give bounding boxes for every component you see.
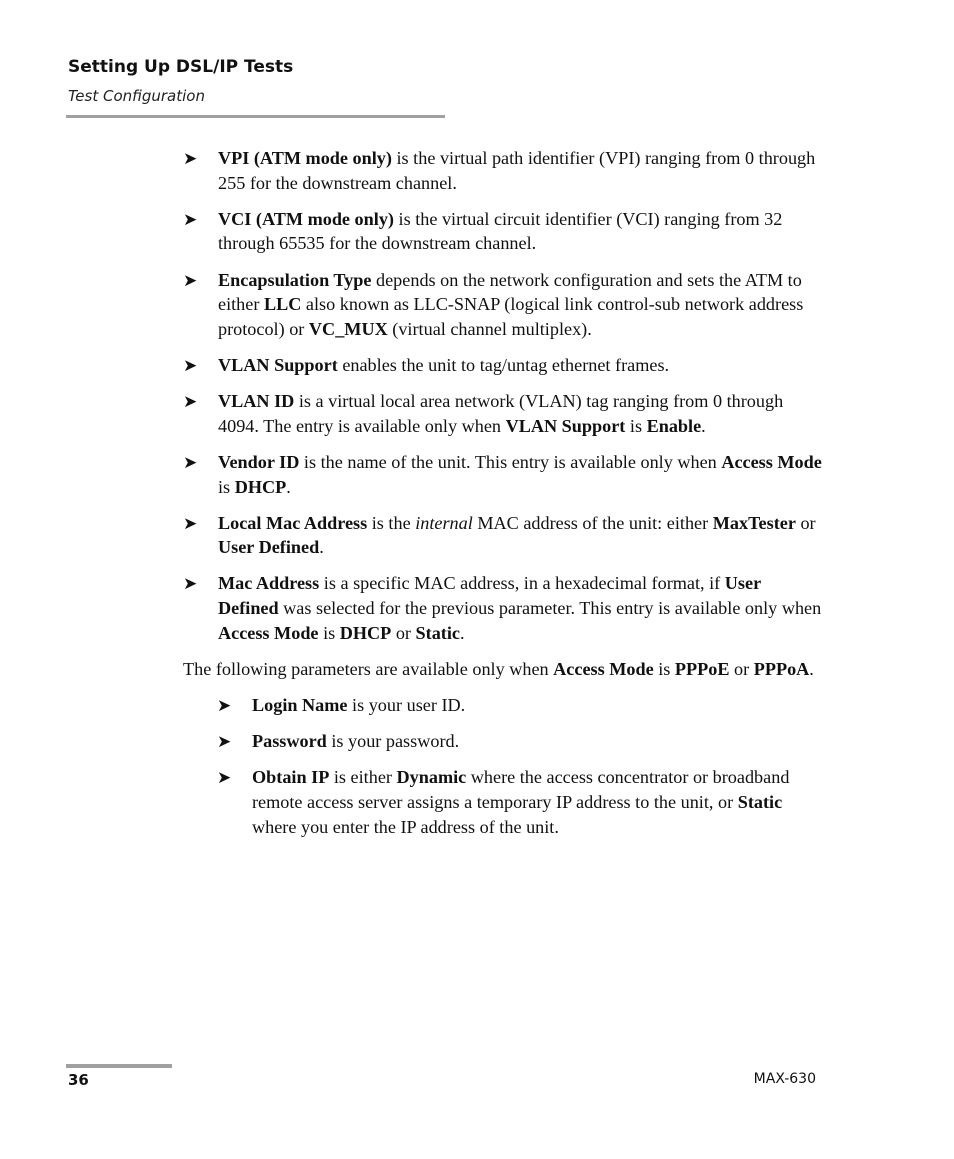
- term: Obtain IP: [252, 767, 330, 788]
- description: .: [319, 537, 324, 558]
- intro-text: The following parameters are available only when: [183, 658, 554, 679]
- term-option: Dynamic: [396, 767, 467, 788]
- term: VLAN ID: [218, 391, 295, 412]
- description: depends on the network configuration and sets the ATM to either: [218, 269, 802, 315]
- term-option: PPPoE: [674, 658, 730, 679]
- description: was selected for the previous parameter. This entry is available only when: [278, 598, 822, 619]
- term-option: User Defined: [218, 573, 761, 619]
- list-item-password: [217, 729, 823, 754]
- header-title: Setting Up DSL/IP Tests: [68, 57, 294, 77]
- bullet-arrow-icon: ➤: [183, 270, 198, 291]
- bullet-arrow-icon: ➤: [217, 696, 232, 717]
- bullet-arrow-icon: ➤: [183, 355, 198, 376]
- header-rule: [66, 115, 445, 118]
- list-item-vendor-id: [183, 450, 823, 499]
- description: also known as LLC-SNAP (logical link control-sub network address protocol) or: [218, 294, 804, 339]
- bullet-arrow-icon: ➤: [217, 768, 232, 789]
- list-item-vlan-support: [183, 353, 823, 378]
- description: is your user ID.: [347, 695, 466, 716]
- term: Local Mac Address: [218, 512, 368, 533]
- intro-text: .: [809, 658, 814, 679]
- intro-paragraph: [183, 657, 823, 682]
- term-option: Access Mode: [218, 622, 319, 643]
- list-item-vci: [183, 207, 823, 256]
- description: is either: [329, 767, 397, 788]
- description: .: [286, 476, 291, 497]
- description: is: [318, 622, 340, 643]
- header-subtitle: Test Configuration: [68, 87, 205, 105]
- description: is your password.: [326, 731, 460, 752]
- list-item-vpi: [183, 146, 823, 195]
- term: Password: [252, 731, 327, 752]
- term-option: Static: [737, 792, 783, 812]
- description: is a virtual local area network (VLAN) tag ranging from 0 through 4094. The entry is available only when: [218, 391, 784, 436]
- bullet-arrow-icon: ➤: [183, 574, 198, 595]
- term: Vendor ID: [218, 451, 300, 472]
- term: Login Name: [252, 695, 348, 716]
- term: Mac Address: [218, 573, 320, 594]
- description: is: [218, 476, 235, 497]
- bullet-arrow-icon: ➤: [183, 392, 198, 413]
- term-option: Access Mode: [721, 451, 822, 472]
- emphasis: internal: [415, 512, 473, 533]
- term-option: User Defined: [218, 537, 320, 558]
- description: MAC address of the unit: either: [472, 512, 713, 533]
- description: or: [391, 622, 416, 643]
- intro-text: is: [653, 658, 675, 679]
- description: enables the unit to tag/untag ethernet frames.: [337, 354, 670, 375]
- page-number: 36: [68, 1071, 89, 1089]
- description: is the: [367, 512, 416, 533]
- description: .: [459, 622, 465, 643]
- term-option: DHCP: [339, 622, 392, 643]
- description: .: [701, 415, 706, 436]
- bullet-arrow-icon: ➤: [217, 732, 232, 753]
- bullet-arrow-icon: ➤: [183, 149, 198, 169]
- term-option: PPPoA: [753, 658, 810, 679]
- term-option: MaxTester: [712, 512, 796, 533]
- list-item-local-mac-address: [183, 511, 823, 560]
- term: VCI (ATM mode only): [218, 208, 394, 229]
- bullet-arrow-icon: ➤: [183, 452, 198, 473]
- intro-text: or: [729, 658, 754, 679]
- term: Encapsulation Type: [218, 269, 372, 290]
- description: is the virtual circuit identifier (VCI) ranging from 32 through 65535 for the downstream channel.: [218, 208, 783, 254]
- document-name: MAX-630: [753, 1071, 816, 1087]
- list-item-login-name: [217, 693, 823, 718]
- description: is a specific MAC address, in a hexadecimal format, if: [319, 573, 725, 594]
- list-item-obtain-ip: [217, 765, 823, 839]
- term-option: VC_MUX: [308, 318, 388, 339]
- term-option: LLC: [263, 294, 302, 315]
- description: is the virtual path identifier (VPI) ranging from 0 through 255 for the downstream channel.: [218, 148, 816, 193]
- description: or: [795, 512, 816, 533]
- description: where the access concentrator or broadband remote access server assigns a temporary IP address to the unit, or: [252, 767, 790, 812]
- list-item-vlan-id: [183, 389, 823, 438]
- bullet-arrow-icon: ➤: [183, 513, 198, 534]
- description: is: [625, 415, 647, 436]
- content-body: [183, 146, 823, 851]
- term-option: DHCP: [234, 476, 287, 497]
- footer-rule: [66, 1064, 172, 1068]
- description: is the name of the unit. This entry is available only when: [299, 451, 722, 472]
- list-item-encapsulation-type: [183, 268, 823, 342]
- term: VPI (ATM mode only): [218, 148, 392, 168]
- description: (virtual channel multiplex).: [387, 318, 592, 339]
- term-option: Enable: [646, 415, 702, 436]
- term-option: Access Mode: [553, 658, 654, 679]
- bullet-arrow-icon: ➤: [183, 209, 198, 230]
- list-item-mac-address: [183, 571, 823, 645]
- term-option: Static: [415, 622, 460, 643]
- term-option: VLAN Support: [505, 415, 626, 436]
- term: VLAN Support: [218, 354, 338, 375]
- description: where you enter the IP address of the unit.: [252, 816, 559, 837]
